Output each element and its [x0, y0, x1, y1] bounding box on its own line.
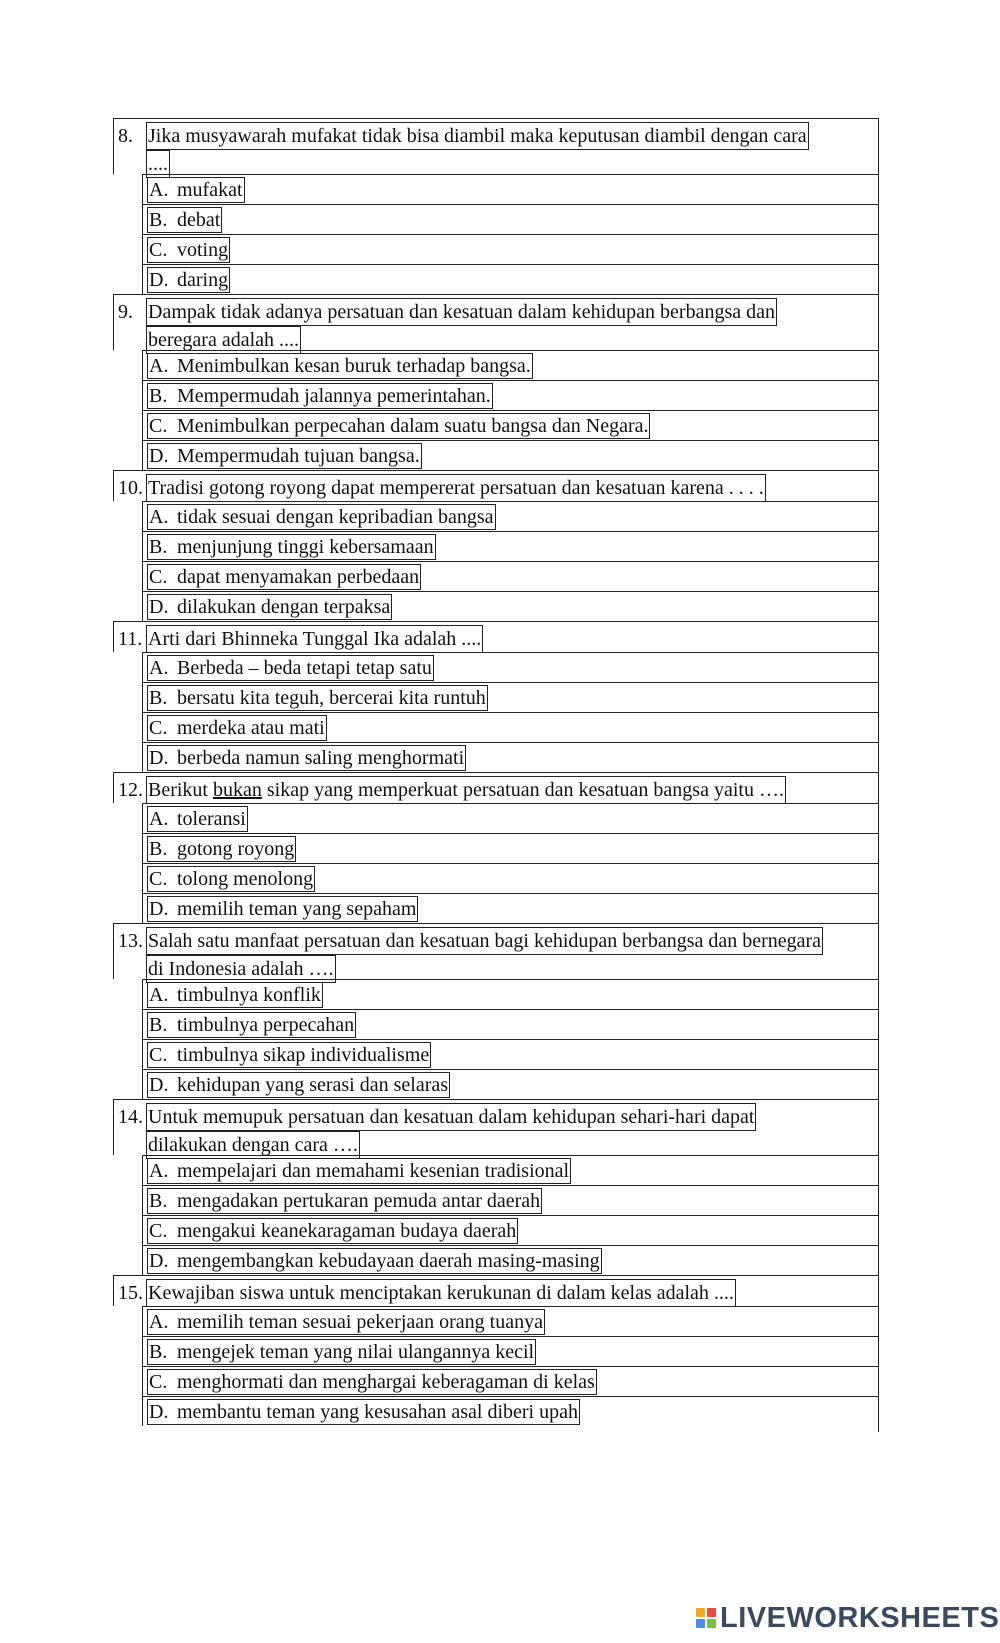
option-label: D. [149, 1074, 169, 1096]
question-number: 8. [118, 125, 133, 147]
answer-option-row[interactable] [142, 863, 879, 893]
answer-option-row[interactable] [142, 712, 879, 742]
option-label: A. [149, 984, 169, 1006]
answer-option-row[interactable] [142, 561, 879, 591]
option-text: mengakui keanekaragaman budaya daerah [177, 1220, 517, 1242]
answer-option[interactable] [147, 655, 434, 681]
option-text: bersatu kita teguh, bercerai kita runtuh [177, 687, 486, 709]
option-text: berbeda namun saling menghormati [177, 747, 465, 769]
option-text: Berbeda – beda tetapi tetap satu [177, 657, 432, 679]
logo-square [707, 1608, 716, 1617]
logo-square [696, 1619, 705, 1628]
answer-option[interactable] [147, 413, 650, 439]
option-text: voting [177, 239, 229, 261]
option-label: A. [149, 808, 169, 830]
question-row [113, 1099, 879, 1155]
option-label: B. [149, 209, 168, 231]
answer-option[interactable] [147, 1158, 571, 1184]
option-text: mufakat [177, 179, 243, 201]
answer-option[interactable] [147, 594, 392, 620]
question-row [113, 118, 879, 174]
question-number: 15. [118, 1282, 143, 1304]
question-row [113, 772, 879, 803]
answer-option[interactable] [147, 1072, 450, 1098]
option-text: toleransi [177, 808, 246, 830]
question-line: Dampak tidak adanya persatuan dan kesatuan dalam kehidupan berbangsa dan [146, 298, 777, 326]
option-label: B. [149, 1190, 168, 1212]
answer-option[interactable] [147, 353, 533, 379]
option-label: A. [149, 1160, 169, 1182]
option-text: gotong royong [177, 838, 295, 860]
option-text: tidak sesuai dengan kepribadian bangsa [177, 506, 494, 528]
question-text [146, 776, 786, 804]
answer-option[interactable] [147, 685, 488, 711]
answer-option-row[interactable] [142, 531, 879, 561]
answer-option-row[interactable] [142, 440, 879, 470]
option-text: Mempermudah jalannya pemerintahan. [177, 385, 491, 407]
answer-option-row[interactable] [142, 1366, 879, 1396]
question-line: Salah satu manfaat persatuan dan kesatuan bagi kehidupan berbangsa dan bernegara [146, 927, 823, 955]
answer-option[interactable] [147, 836, 296, 862]
question-number: 11. [118, 628, 143, 650]
answer-option-row[interactable] [142, 1306, 879, 1336]
question-text-part: sikap yang memperkuat persatuan dan kesatuan bangsa yaitu …. [261, 779, 784, 801]
option-label: B. [149, 1341, 168, 1363]
option-label: C. [149, 239, 168, 261]
logo-text: LIVEWORKSHEETS [720, 1601, 1000, 1634]
question-text [146, 927, 823, 983]
answer-option[interactable] [147, 866, 315, 892]
answer-option-row[interactable] [142, 1155, 879, 1185]
answer-option[interactable] [147, 806, 248, 832]
option-text: mempelajari dan memahami kesenian tradisional [177, 1160, 570, 1182]
table-right-edge [878, 1396, 879, 1432]
question-number: 10. [118, 477, 143, 499]
answer-option-row[interactable] [142, 501, 879, 531]
option-text: timbulnya perpecahan [177, 1014, 355, 1036]
answer-option-row[interactable] [142, 591, 879, 621]
answer-option[interactable] [147, 443, 422, 469]
answer-option[interactable] [147, 896, 418, 922]
option-label: D. [149, 269, 169, 291]
question-line: dilakukan dengan cara …. [146, 1131, 360, 1159]
question-line [146, 776, 786, 804]
option-label: A. [149, 1311, 169, 1333]
question-text-part: Berikut [148, 779, 213, 801]
answer-option-row[interactable] [142, 1185, 879, 1215]
question-row [113, 621, 879, 652]
option-label: B. [149, 385, 168, 407]
answer-option[interactable] [147, 534, 436, 560]
option-label: C. [149, 868, 168, 890]
answer-option-row[interactable] [142, 264, 879, 294]
answer-option[interactable] [147, 745, 466, 771]
answer-option-row[interactable] [142, 833, 879, 863]
answer-option[interactable] [147, 504, 496, 530]
answer-option-row[interactable] [142, 234, 879, 264]
answer-option-row[interactable] [142, 1396, 879, 1426]
option-text: mengadakan pertukaran pemuda antar daerah [177, 1190, 541, 1212]
option-text: memilih teman yang sepaham [177, 898, 417, 920]
option-text: mengejek teman yang nilai ulangannya kecil [177, 1341, 535, 1363]
answer-option-row[interactable] [142, 1245, 879, 1275]
option-text: tolong menolong [177, 868, 314, 890]
question-text [146, 1103, 756, 1159]
answer-option[interactable] [147, 237, 230, 263]
answer-option-row[interactable] [142, 380, 879, 410]
option-label: B. [149, 536, 168, 558]
question-text [146, 298, 777, 354]
answer-option-row[interactable] [142, 1009, 879, 1039]
answer-option[interactable] [147, 564, 421, 590]
question-text [146, 474, 766, 502]
answer-option-row[interactable] [142, 1336, 879, 1366]
answer-option-row[interactable] [142, 410, 879, 440]
question-line: Untuk memupuk persatuan dan kesatuan dalam kehidupan sehari-hari dapat [146, 1103, 756, 1131]
answer-option[interactable] [147, 207, 222, 233]
question-row [113, 1275, 879, 1306]
answer-option-row[interactable] [142, 350, 879, 380]
option-label: C. [149, 566, 168, 588]
question-number: 9. [118, 301, 133, 323]
option-label: C. [149, 1044, 168, 1066]
option-text: menghormati dan menghargai keberagaman di kelas [177, 1371, 595, 1393]
option-label: A. [149, 506, 169, 528]
question-row [113, 470, 879, 501]
question-number: 12. [118, 779, 143, 801]
answer-option[interactable] [147, 1369, 597, 1395]
option-text: mengembangkan kebudayaan daerah masing-masing [177, 1250, 600, 1272]
answer-option-row[interactable] [142, 1039, 879, 1069]
option-text: Menimbulkan perpecahan dalam suatu bangsa dan Negara. [177, 415, 649, 437]
answer-option[interactable] [147, 1399, 580, 1425]
option-label: D. [149, 747, 169, 769]
option-text: menjunjung tinggi kebersamaan [177, 536, 434, 558]
answer-option[interactable] [147, 1012, 356, 1038]
option-label: C. [149, 1371, 168, 1393]
option-text: memilih teman sesuai pekerjaan orang tuanya [177, 1311, 543, 1333]
question-text [146, 1279, 736, 1307]
question-text [146, 122, 809, 178]
option-label: B. [149, 687, 168, 709]
question-row [113, 294, 879, 350]
liveworksheets-logo [696, 1600, 999, 1636]
option-label: D. [149, 1250, 169, 1272]
option-text: Menimbulkan kesan buruk terhadap bangsa. [177, 355, 531, 377]
question-text [146, 625, 483, 653]
option-text: timbulnya konflik [177, 984, 321, 1006]
emphasis-word: bukan [213, 779, 262, 801]
answer-option[interactable] [147, 177, 245, 203]
answer-option-row[interactable] [142, 893, 879, 923]
question-line: Kewajiban siswa untuk menciptakan kerukunan di dalam kelas adalah .... [146, 1279, 736, 1307]
option-label: A. [149, 355, 169, 377]
option-label: C. [149, 717, 168, 739]
logo-square [707, 1619, 716, 1628]
question-number: 13. [118, 930, 143, 952]
answer-option-row[interactable] [142, 174, 879, 204]
option-label: D. [149, 445, 169, 467]
option-label: D. [149, 898, 169, 920]
question-line: .... [146, 150, 170, 178]
answer-option-row[interactable] [142, 742, 879, 772]
option-text: membantu teman yang kesusahan asal diberi upah [177, 1401, 578, 1423]
question-line: Jika musyawarah mufakat tidak bisa diambil maka keputusan diambil dengan cara [146, 122, 809, 150]
option-text: dapat menyamakan perbedaan [177, 566, 420, 588]
question-line: Arti dari Bhinneka Tunggal Ika adalah .... [146, 625, 483, 653]
answer-option[interactable] [147, 383, 493, 409]
question-line: di Indonesia adalah …. [146, 955, 336, 983]
question-line: Tradisi gotong royong dapat mempererat persatuan dan kesatuan karena . . . . [146, 474, 766, 502]
option-text: dilakukan dengan terpaksa [177, 596, 391, 618]
answer-option-row[interactable] [142, 1215, 879, 1245]
option-label: A. [149, 179, 169, 201]
option-text: merdeka atau mati [177, 717, 325, 739]
answer-option[interactable] [147, 1188, 542, 1214]
option-label: C. [149, 1220, 168, 1242]
answer-option[interactable] [147, 1042, 431, 1068]
option-label: C. [149, 415, 168, 437]
answer-option-row[interactable] [142, 803, 879, 833]
answer-option[interactable] [147, 1248, 602, 1274]
option-text: timbulnya sikap individualisme [177, 1044, 430, 1066]
question-row [113, 923, 879, 979]
answer-option[interactable] [147, 1218, 518, 1244]
option-label: A. [149, 657, 169, 679]
option-text: kehidupan yang serasi dan selaras [177, 1074, 449, 1096]
option-label: B. [149, 1014, 168, 1036]
logo-square [696, 1608, 705, 1617]
option-text: debat [177, 209, 221, 231]
answer-option[interactable] [147, 1339, 536, 1365]
question-number: 14. [118, 1106, 143, 1128]
answer-option-row[interactable] [142, 1069, 879, 1099]
option-label: B. [149, 838, 168, 860]
answer-option[interactable] [147, 267, 230, 293]
answer-option[interactable] [147, 982, 323, 1008]
answer-option[interactable] [147, 1309, 545, 1335]
answer-option-row[interactable] [142, 652, 879, 682]
answer-option-row[interactable] [142, 979, 879, 1009]
logo-grid-icon [696, 1608, 716, 1628]
answer-option-row[interactable] [142, 682, 879, 712]
option-text: Mempermudah tujuan bangsa. [177, 445, 420, 467]
answer-option[interactable] [147, 715, 327, 741]
option-label: D. [149, 1401, 169, 1423]
answer-option-row[interactable] [142, 204, 879, 234]
option-text: daring [177, 269, 229, 291]
option-label: D. [149, 596, 169, 618]
question-line: beregara adalah .... [146, 326, 301, 354]
